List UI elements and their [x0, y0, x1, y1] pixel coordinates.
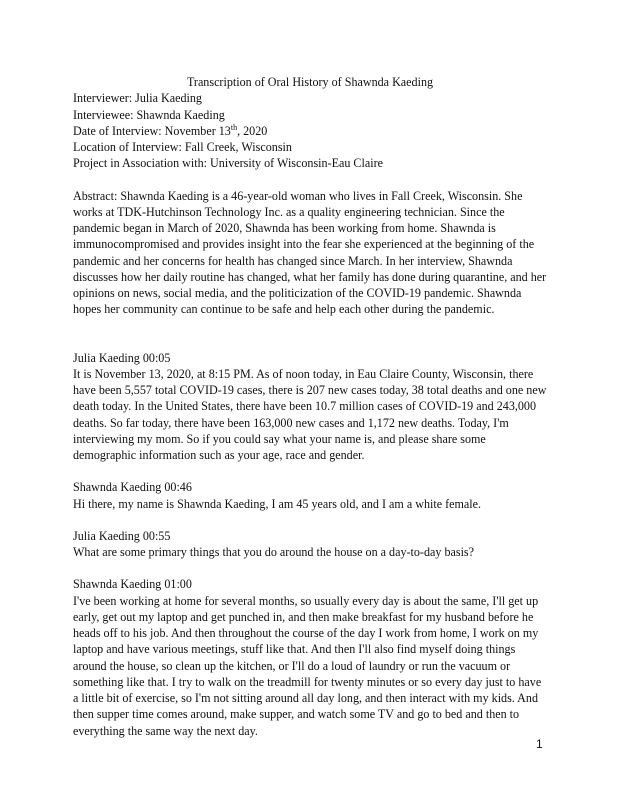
speaker-label: Julia Kaeding 00:05 [73, 350, 171, 365]
speaker-label: Julia Kaeding 00:55 [73, 528, 171, 543]
interviewee-line: Interviewee: Shawnda Kaeding [73, 107, 225, 122]
abstract-paragraph: Abstract: Shawnda Kaeding is a 46-year-old woman who lives in Fall Creek, Wisconsin. She works at TDK-Hutchinson Technology Inc. as a quality engineering technician. Since the pandemic began in March of 2020, Shawnda has been working from home. Shawnda is immunocompromised and provides insight into the fear she experienced at the beginning of the pandemic and her concerns for health has changed since March. In her interview, Shawnda discusses how her daily routine has changed, what her family has done during quarantine, and her opinions on news, social media, and the politicization of the COVID-19 pandemic. Shawnda hopes her community can continue to be safe and help each other during the pandemic. [73, 188, 547, 317]
turn-text: Hi there, my name is Shawnda Kaeding, I am 45 years old, and I am a white female. [73, 496, 482, 511]
location-line: Location of Interview: Fall Creek, Wisconsin [73, 140, 292, 154]
page-content [73, 74, 547, 739]
turn-text: What are some primary things that you do around the house on a day-to-day basis? [73, 545, 475, 559]
interviewer-line: Interviewer: Julia Kaeding [73, 91, 202, 106]
transcript-turn [73, 528, 547, 561]
turn-text: It is November 13, 2020, at 8:15 PM. As of noon today, in Eau Claire County, Wisconsin, there have been 5,557 total COVID-19 cases, there is 207 new cases today, 38 total deaths and one new death today. In the United States, there have been 10.7 million cases of COVID-19 and 243,000 deaths. So far today, there have been 163,000 new cases and 1,172 new deaths. Today, I'm interviewing my mom. So if you could say what your name is, and please share some demographic information such as your age, race and gender. [73, 366, 547, 462]
date-suffix: , 2020 [237, 123, 268, 138]
date-superscript: th [230, 122, 238, 132]
date-prefix: Date of Interview: November 13 [73, 123, 231, 138]
page-number: 1 [536, 737, 543, 751]
transcript-turn [73, 479, 547, 512]
date-line [73, 123, 547, 139]
document-title: Transcription of Oral History of Shawnda Kaeding [186, 75, 434, 89]
speaker-label: Shawnda Kaeding 00:46 [73, 480, 192, 495]
transcript-turn [73, 576, 547, 739]
speaker-label: Shawnda Kaeding 01:00 [73, 577, 192, 592]
section-spacer [73, 318, 547, 350]
transcript-turn [73, 350, 547, 464]
project-line: Project in Association with: University of Wisconsin-Eau Claire [73, 156, 383, 171]
turn-text: I've been working at home for several months, so usually every day is about the same, I'll get up early, get out my laptop and get punched in, and then make breakfast for my husband before he heads off to his job. And then throughout the course of the day I work from home, I work on my laptop and have various meetings, stuff like that. And then I'll also find myself doing things around the house, so clean up the kitchen, or I'll do a loud of laundry or run the vacuum or something like that. I try to walk on the treadmill for twenty minutes or so every day just to have a little bit of exercise, so I'm not sitting around all day long, and then interact with my kids. And then supper time comes around, make supper, and watch some TV and go to bed and then to everything the same way the next day. [73, 593, 542, 738]
